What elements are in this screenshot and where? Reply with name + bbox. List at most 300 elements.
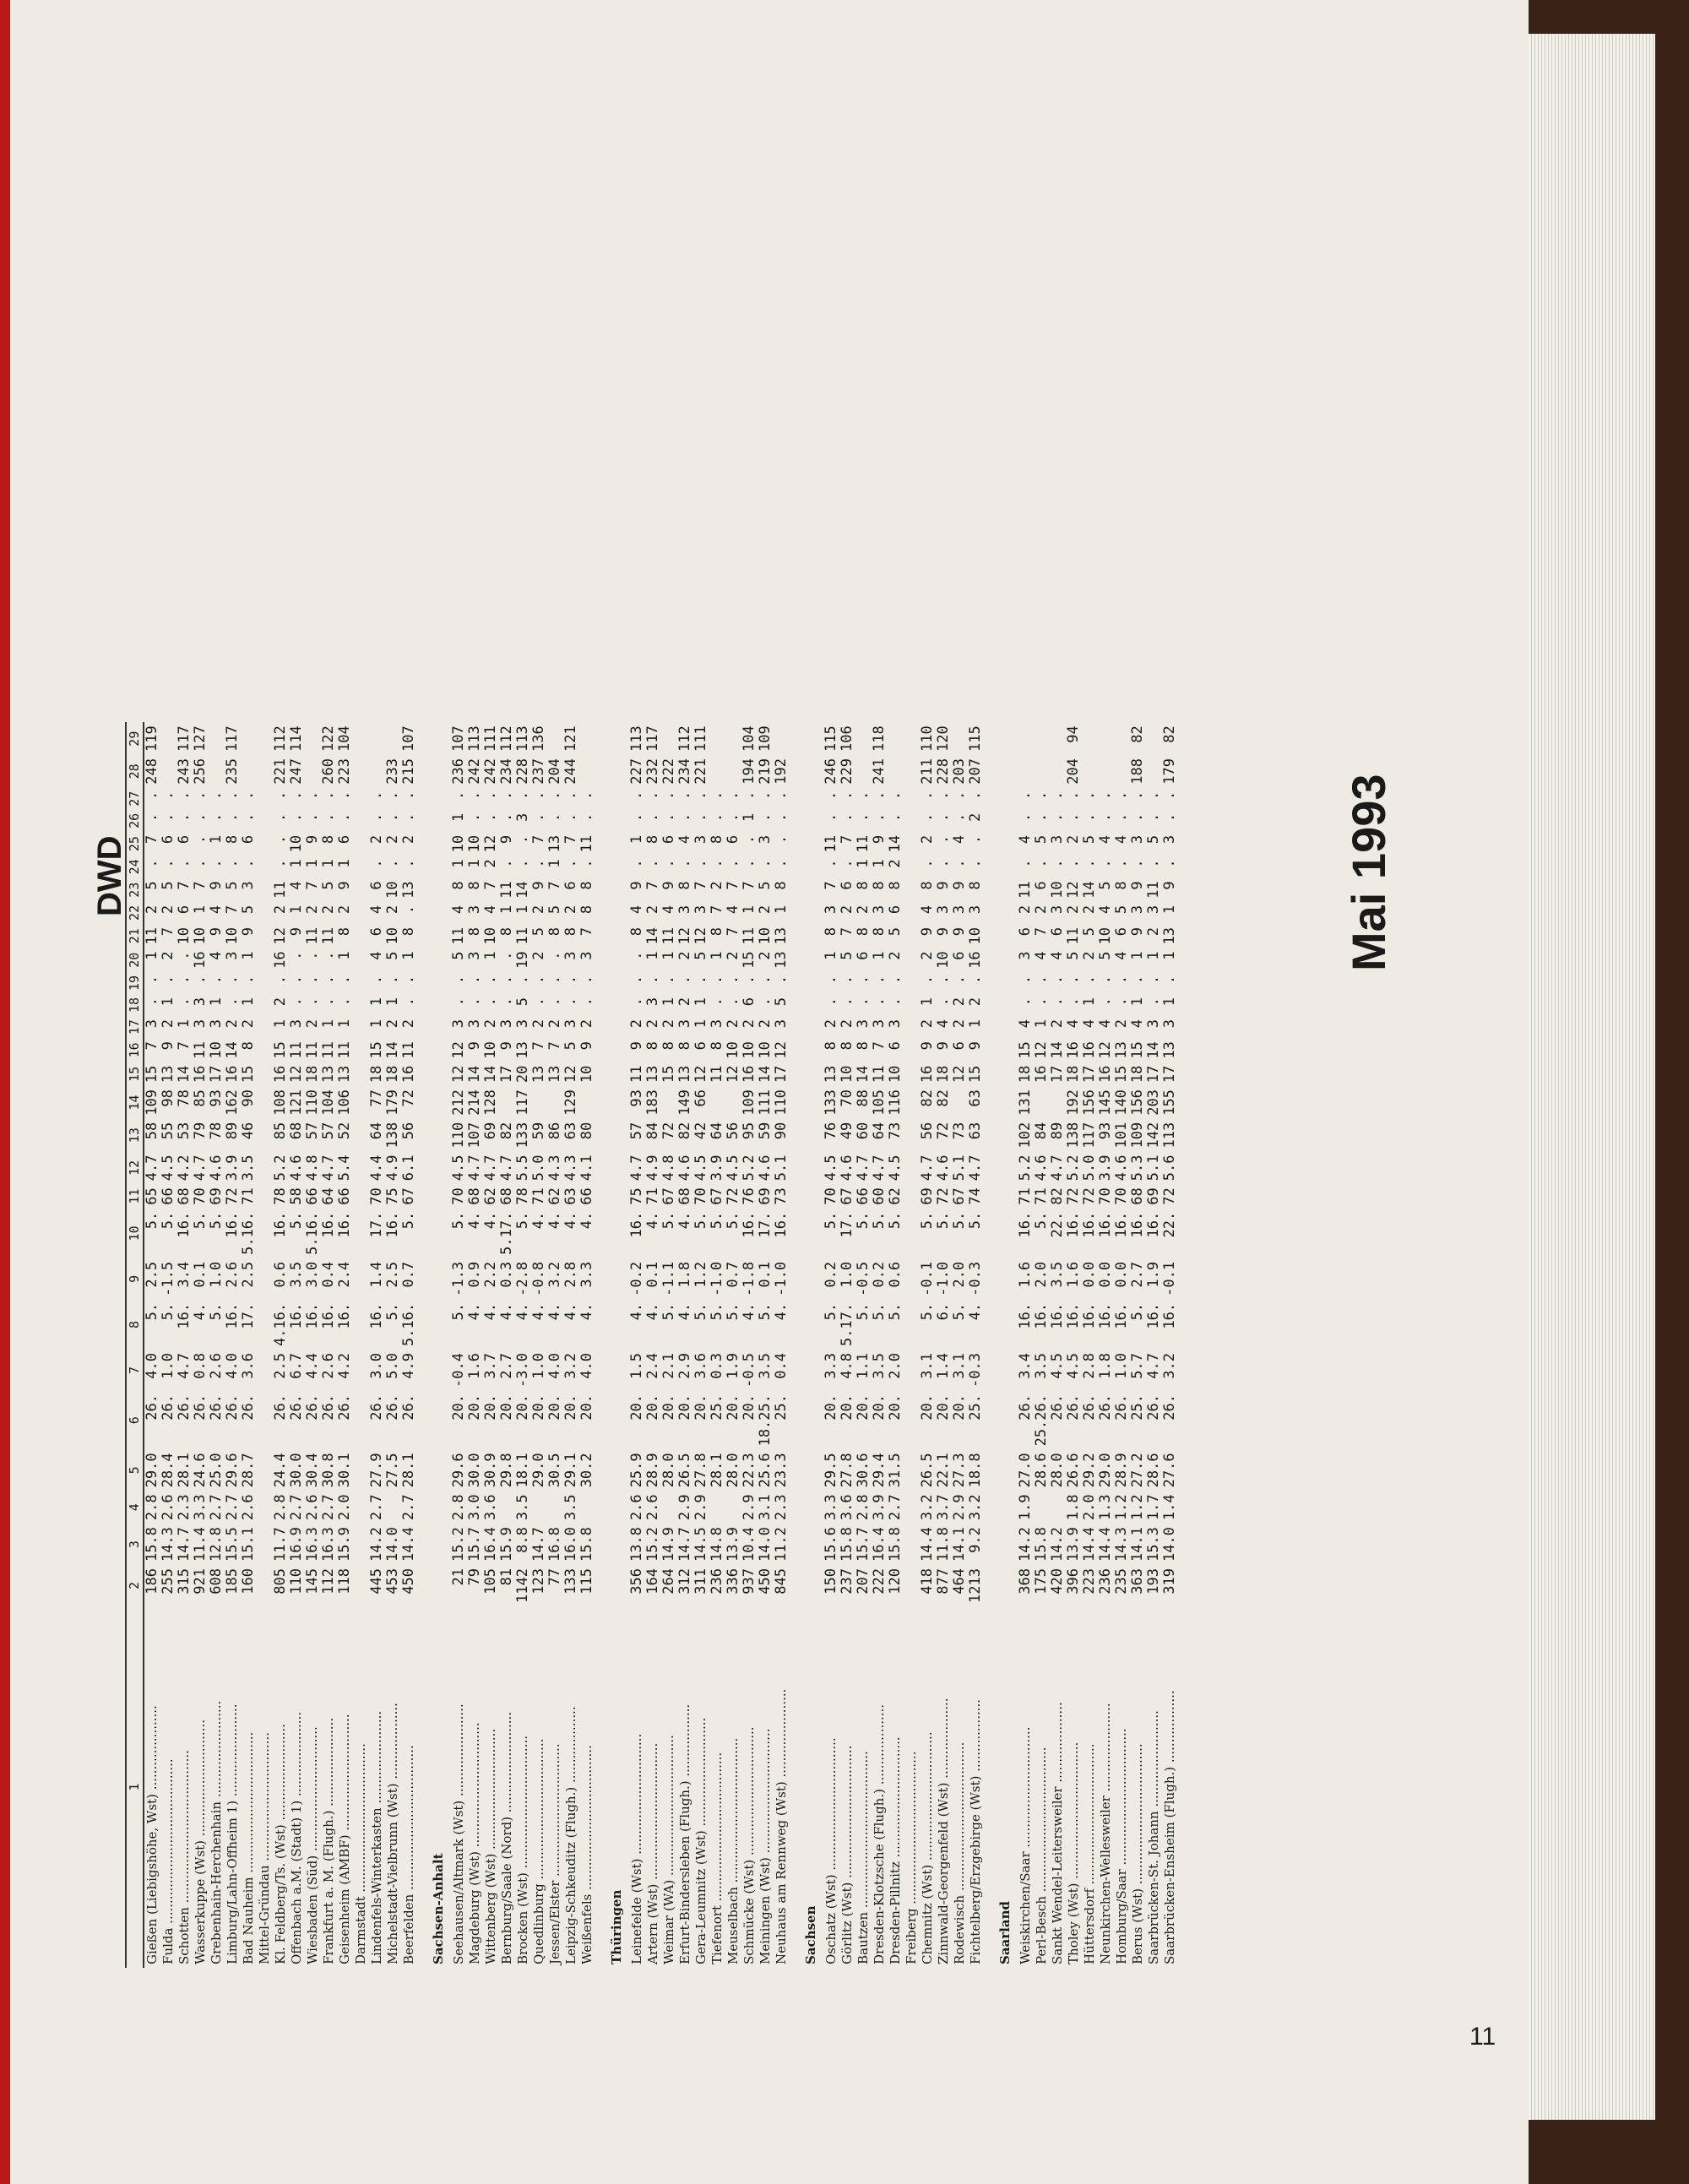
table-cell: 8 <box>855 881 872 890</box>
table-cell: 26. <box>160 1394 177 1421</box>
table-cell: -0.5 <box>741 1353 758 1388</box>
table-cell: 2.9 <box>676 1494 693 1521</box>
table-cell: 4 <box>660 905 677 915</box>
table-cell: 25. <box>773 1394 790 1421</box>
table-cell: 72 <box>1081 1187 1098 1205</box>
table-cell: . <box>208 812 225 823</box>
table-cell: 114 <box>288 725 305 752</box>
table-cell: . <box>400 997 417 1007</box>
table-cell: 1 <box>660 951 677 960</box>
table-cell <box>305 755 321 788</box>
table-cell: 73 <box>773 1187 790 1205</box>
table-cell: 5. <box>887 1302 904 1321</box>
table-cell: 3 <box>224 951 241 960</box>
table-cell: 4.9 <box>400 1353 417 1379</box>
table-cell: 1 <box>1161 997 1178 1007</box>
table-cell: 111 <box>482 725 499 752</box>
table-cell: 2 <box>160 905 177 915</box>
table-cell: 110 <box>919 725 936 752</box>
table-cell <box>305 722 321 755</box>
table-cell: 16. <box>1113 1211 1130 1238</box>
table-cell: 4.5 <box>692 1154 709 1182</box>
table-cell: 14 <box>482 1065 499 1084</box>
table-cell <box>952 1086 968 1119</box>
table-cell: . <box>546 790 563 800</box>
table-cell: . <box>368 975 385 985</box>
table-cell: . <box>498 975 515 985</box>
table-cell: 7 <box>482 881 499 890</box>
table-cell: 4.7 <box>466 1154 483 1182</box>
column-header-7: 7 <box>126 1350 144 1391</box>
table-cell: 16.3 <box>304 1527 321 1562</box>
table-cell: 9 <box>208 926 225 937</box>
table-cell: 3 <box>144 1019 160 1029</box>
table-cell: 1213 <box>967 1568 984 1603</box>
table-cell: -1.0 <box>709 1261 725 1296</box>
table-cell: 3 <box>951 905 968 915</box>
table-cell: 72 <box>725 1187 741 1205</box>
table-cell: 15 <box>1113 1065 1130 1084</box>
table-cell: 228 <box>514 758 531 785</box>
table-cell: 16. <box>628 1211 645 1238</box>
table-row <box>499 722 515 1968</box>
table-cell: 2.7 <box>320 1494 337 1521</box>
table-cell: 1 <box>498 905 515 915</box>
table-cell: 25.6 <box>757 1453 774 1488</box>
table-cell: . <box>757 997 774 1007</box>
table-cell: 4 <box>288 881 305 890</box>
table-cell: . <box>466 997 483 1007</box>
table-cell: 2.9 <box>676 1353 693 1379</box>
table-cell: 4. <box>741 1302 758 1321</box>
table-cell: 14.4 <box>400 1527 417 1562</box>
table-cell: 0.6 <box>887 1261 904 1288</box>
table-cell: . <box>192 975 209 985</box>
table-cell: 1 <box>400 951 417 960</box>
table-cell <box>1082 722 1098 755</box>
station-name: Schmücke (Wst) ................................ <box>741 1726 757 1964</box>
table-cell: . <box>1161 975 1178 985</box>
table-cell: 0.6 <box>272 1261 289 1288</box>
table-cell: 1.0 <box>208 1261 225 1288</box>
table-cell: 4.5 <box>887 1154 904 1182</box>
table-cell: . <box>935 859 952 868</box>
table-cell: . <box>546 812 563 823</box>
table-cell <box>904 755 920 788</box>
table-cell: . <box>288 951 305 960</box>
group-heading: Thüringen <box>608 1889 624 1964</box>
table-cell: 71 <box>240 1187 257 1205</box>
table-cell: 1 <box>741 812 758 823</box>
table-cell: 118 <box>336 1568 353 1595</box>
table-cell: 3.5 <box>288 1261 305 1288</box>
table-cell: 15 <box>272 1041 289 1059</box>
table-cell: 29.5 <box>823 1453 839 1488</box>
table-cell: 14.4 <box>1097 1527 1114 1562</box>
table-cell <box>499 1491 515 1524</box>
table-cell: 49 <box>839 1122 855 1140</box>
table-cell: 72 <box>1161 1187 1178 1205</box>
table-cell: 8 <box>660 1041 677 1051</box>
table-cell: 5 <box>773 997 790 1007</box>
table-cell: 5.2 <box>1017 1154 1034 1182</box>
table-cell: 319 <box>1161 1568 1178 1595</box>
table-cell: 2.8 <box>1081 1353 1098 1379</box>
table-cell: 4.0 <box>224 1353 241 1379</box>
table-cell: 6.1 <box>400 1154 417 1182</box>
table-cell: . <box>1049 859 1066 868</box>
table-cell: . <box>1113 997 1130 1007</box>
table-cell: 68 <box>466 1187 483 1205</box>
table-cell: . <box>546 975 563 985</box>
table-cell: 5 <box>839 951 855 960</box>
table-cell: 27.6 <box>1161 1453 1178 1488</box>
table-cell: 9 <box>951 926 968 937</box>
table-cell: 236 <box>1097 1568 1114 1595</box>
table-cell: 66 <box>578 1187 595 1205</box>
table-cell: 1.4 <box>935 1353 952 1379</box>
table-cell: 1.6 <box>466 1353 483 1379</box>
table-cell: 8.8 <box>514 1527 531 1553</box>
table-cell: . <box>1017 859 1034 868</box>
table-cell: . <box>514 975 531 985</box>
table-cell: 445 <box>368 1568 385 1595</box>
table-cell: 3.2 <box>562 1353 579 1379</box>
table-cell: 5. <box>192 1211 209 1230</box>
table-cell: 26. <box>304 1394 321 1421</box>
table-cell: 921 <box>192 1568 209 1595</box>
table-cell: 5.17. <box>498 1211 515 1255</box>
table-cell: 4.0 <box>546 1353 563 1379</box>
table-cell: 4. <box>546 1211 563 1230</box>
table-cell: 66 <box>304 1187 321 1205</box>
table-row <box>193 722 209 1968</box>
table-cell: 64 <box>871 1122 888 1140</box>
table-cell: . <box>288 975 305 985</box>
table-cell: 418 <box>919 1568 936 1595</box>
table-cell: 1 <box>208 997 225 1007</box>
table-cell: 7 <box>741 881 758 890</box>
table-cell: 16 <box>192 951 209 969</box>
table-cell: 242 <box>466 758 483 785</box>
table-cell: 2.7 <box>368 1494 385 1521</box>
table-cell: 3 <box>466 905 483 915</box>
table-row <box>563 722 579 1968</box>
table-cell: 16. <box>1129 1211 1146 1238</box>
table-cell: 8 <box>336 926 353 937</box>
table-cell: 6 <box>660 834 677 845</box>
table-cell: 5 <box>1081 926 1098 937</box>
table-cell: 3 <box>1049 834 1066 845</box>
table-cell: 9 <box>288 926 305 937</box>
table-cell: 16. <box>1081 1302 1098 1329</box>
table-cell: . <box>1161 812 1178 823</box>
table-cell: 11 <box>336 1041 353 1059</box>
table-cell: 2 <box>967 997 984 1007</box>
station-name: Chemnitz (Wst) ................................ <box>920 1731 935 1964</box>
station-name: Michelstadt-Vielbrunn (Wst) ................... <box>385 1703 400 1964</box>
table-cell: 3.1 <box>951 1353 968 1379</box>
table-cell: 76 <box>741 1187 758 1205</box>
table-cell: 10 <box>384 926 401 945</box>
table-cell: 20. <box>935 1394 952 1421</box>
table-cell: 1 <box>240 997 257 1007</box>
table-row <box>904 722 920 1968</box>
table-cell <box>257 1300 273 1350</box>
table-cell: 127 <box>192 725 209 752</box>
table-cell: 2 <box>1033 905 1050 915</box>
table-cell: 5 <box>546 905 563 915</box>
table-cell: 7 <box>176 1041 193 1051</box>
table-cell: 66 <box>160 1187 177 1205</box>
table-cell: . <box>176 997 193 1007</box>
table-cell: 14 <box>757 1065 774 1084</box>
table-cell: 0.4 <box>320 1261 337 1288</box>
table-cell <box>904 1565 920 1606</box>
table-cell: 27.9 <box>368 1453 385 1488</box>
table-cell: . <box>676 790 693 800</box>
table-cell: 106 <box>839 725 855 752</box>
table-cell: 71 <box>644 1187 661 1205</box>
table-cell: 2 <box>336 905 353 915</box>
table-cell: 6 <box>839 881 855 890</box>
table-cell: 1.4 <box>368 1261 385 1288</box>
table-cell: 8 <box>466 881 483 890</box>
table-cell: 4.5 <box>450 1154 467 1182</box>
table-cell: 14.3 <box>1113 1527 1130 1562</box>
table-cell: . <box>757 859 774 868</box>
table-cell: 12 <box>1033 1041 1050 1059</box>
table-cell: 30.9 <box>482 1453 499 1488</box>
table-row <box>741 722 758 1968</box>
table-cell: 3 <box>192 1019 209 1029</box>
table-cell: 16 <box>272 951 289 969</box>
table-cell: 4. <box>773 1302 790 1321</box>
table-cell <box>904 1258 920 1300</box>
table-row <box>1034 722 1050 1968</box>
table-cell: 82 <box>935 1089 952 1107</box>
table-cell <box>1034 722 1050 755</box>
table-cell: 8 <box>676 881 693 890</box>
table-cell: 8 <box>644 834 661 845</box>
table-cell: 77 <box>368 1089 385 1107</box>
table-cell: 9 <box>935 1041 952 1051</box>
table-cell: 1 <box>823 951 839 960</box>
station-name: Schotten ...................................... <box>177 1750 192 1964</box>
table-cell: 8 <box>224 834 241 845</box>
table-cell: 117 <box>224 725 241 752</box>
table-cell: . <box>660 975 677 985</box>
table-cell: 9 <box>919 926 936 937</box>
table-cell: 66 <box>336 1187 353 1205</box>
table-cell: 18.1 <box>514 1453 531 1488</box>
table-cell: 0.4 <box>773 1353 790 1379</box>
table-cell: 5. <box>384 1302 401 1321</box>
station-name: Bad Nauheim ................................... <box>241 1731 256 1964</box>
column-header-18: 18 <box>126 994 144 1016</box>
table-cell: . <box>676 975 693 985</box>
table-cell: 248 <box>144 758 160 785</box>
table-cell <box>385 1491 401 1524</box>
table-cell: 11.7 <box>272 1527 289 1562</box>
table-cell: 14 <box>644 926 661 945</box>
table-cell: 203 <box>1145 1089 1162 1116</box>
group-heading: Sachsen-Anhalt <box>430 1853 446 1964</box>
table-cell: 11 <box>400 1041 417 1059</box>
table-cell: 2 <box>384 1019 401 1029</box>
table-cell: 162 <box>224 1089 241 1116</box>
table-cell: 5. <box>855 1302 872 1321</box>
table-cell: 237 <box>530 758 547 785</box>
table-cell: 29.0 <box>530 1453 547 1488</box>
table-cell: 8 <box>855 926 872 937</box>
table-cell: 13 <box>644 1065 661 1084</box>
table-cell: 8 <box>578 881 595 890</box>
station-name: Saarbrücken-Ensheim (Flugh.) .................. <box>1162 1690 1177 1964</box>
table-cell <box>725 722 741 755</box>
table-cell: 0.9 <box>466 1261 483 1288</box>
table-cell: 2 <box>144 905 160 915</box>
table-cell: 368 <box>1017 1568 1034 1595</box>
table-cell: . <box>288 812 305 823</box>
table-cell: . <box>384 812 401 823</box>
table-cell: 6 <box>887 1041 904 1051</box>
table-cell: . <box>709 975 725 985</box>
table-cell: 17. <box>839 1211 855 1238</box>
station-name: Tholey (Wst) .................................. <box>1066 1741 1081 1964</box>
table-cell: 2 <box>304 905 321 915</box>
table-cell: 138 <box>384 1122 401 1149</box>
table-cell: . <box>562 812 579 823</box>
table-cell <box>904 994 920 1016</box>
table-cell: 5. <box>514 1211 531 1230</box>
station-name: Grebenhain-Herchenhain ........................ <box>209 1700 224 1964</box>
table-cell: . <box>562 859 579 868</box>
table-cell: 11 <box>450 926 467 945</box>
table-cell: . <box>660 859 677 868</box>
table-cell: 1 <box>336 951 353 960</box>
column-header-23: 23 <box>126 877 144 901</box>
table-cell: 2 <box>919 1019 936 1029</box>
table-cell: 2 <box>757 951 774 960</box>
table-cell: 1.0 <box>160 1353 177 1379</box>
table-cell: 4.7 <box>320 1154 337 1182</box>
table-cell: 89 <box>1049 1122 1066 1140</box>
station-name: Gießen (Liebigshöhe, Wst) ..................... <box>144 1705 160 1964</box>
table-cell: . <box>1017 997 1034 1007</box>
table-cell: . <box>839 812 855 823</box>
table-cell: . <box>546 951 563 960</box>
table-cell: 11 <box>272 881 289 899</box>
table-cell: 70 <box>1113 1187 1130 1205</box>
table-cell <box>257 1391 273 1449</box>
table-cell: 16. <box>336 1302 353 1329</box>
table-cell: 109 <box>144 1089 160 1116</box>
table-row <box>661 722 677 1968</box>
table-cell: 11 <box>288 1041 305 1059</box>
table-cell: 2.7 <box>887 1494 904 1521</box>
table-cell: 2.6 <box>644 1494 661 1521</box>
table-cell: 112 <box>676 725 693 752</box>
table-cell: 10 <box>482 1041 499 1059</box>
table-cell: 255 <box>160 1568 177 1595</box>
table-cell: 13 <box>530 1065 547 1084</box>
table-cell: 17. <box>368 1211 385 1238</box>
table-cell: 112 <box>498 725 515 752</box>
table-cell: . <box>1065 790 1082 800</box>
table-cell: 1 <box>160 997 177 1007</box>
table-cell: 109 <box>757 725 774 752</box>
table-cell: 212 <box>450 1089 467 1116</box>
table-cell: -0.4 <box>450 1353 467 1388</box>
table-cell: 10 <box>176 926 193 945</box>
table-cell: 70 <box>368 1187 385 1205</box>
table-cell: 241 <box>871 758 888 785</box>
table-cell: 30.2 <box>578 1453 595 1488</box>
table-row <box>483 722 499 1968</box>
table-cell: 464 <box>951 1568 968 1595</box>
table-cell: 1.3 <box>1097 1494 1114 1521</box>
table-cell: . <box>1097 975 1114 985</box>
table-cell: 2.5 <box>240 1261 257 1288</box>
table-cell: 9 <box>967 1041 984 1051</box>
station-name: Weiskirchen/Saar .............................. <box>1018 1726 1033 1964</box>
table-cell: 5. <box>160 1211 177 1230</box>
table-cell: 5 <box>530 926 547 937</box>
table-cell: 5.0 <box>530 1154 547 1182</box>
table-cell: 229 <box>839 758 855 785</box>
table-cell: 7 <box>546 1041 563 1051</box>
table-row <box>1098 722 1114 1968</box>
table-cell: 234 <box>498 758 515 785</box>
table-cell: 5.17. <box>839 1302 855 1347</box>
table-cell <box>385 722 401 755</box>
table-cell: 10 <box>578 1065 595 1084</box>
table-cell: 204 <box>546 758 563 785</box>
table-cell: 15.8 <box>887 1527 904 1562</box>
table-cell: . <box>482 997 499 1007</box>
table-cell: 937 <box>741 1568 758 1595</box>
table-cell: 185 <box>224 1568 241 1595</box>
table-cell: 235 <box>224 758 241 785</box>
table-cell: 14 <box>176 1065 193 1084</box>
table-cell: 1.8 <box>1097 1353 1114 1379</box>
table-row <box>936 722 952 1968</box>
table-cell: 69 <box>208 1187 225 1205</box>
table-cell: 3.6 <box>240 1353 257 1379</box>
table-cell: . <box>1065 975 1082 985</box>
table-row <box>1130 722 1146 1968</box>
table-row <box>579 722 595 1968</box>
table-cell: . <box>1033 790 1050 800</box>
table-cell: 29.1 <box>562 1453 579 1488</box>
table-cell: 160 <box>240 1568 257 1595</box>
page-edges <box>1529 34 1655 2120</box>
table-cell <box>661 1086 677 1119</box>
table-cell: 16. <box>304 1302 321 1329</box>
table-row <box>677 722 693 1968</box>
table-cell: 27.3 <box>951 1453 968 1488</box>
table-cell: 14.2 <box>1017 1527 1034 1562</box>
table-cell: . <box>482 790 499 800</box>
table-cell: 13.8 <box>628 1527 645 1562</box>
table-cell: 10 <box>725 1041 741 1059</box>
table-cell <box>353 810 369 832</box>
table-cell: 5. <box>871 1302 888 1321</box>
table-cell: 1 <box>368 1019 385 1029</box>
table-cell: 18 <box>384 1065 401 1084</box>
table-cell: 877 <box>935 1568 952 1595</box>
